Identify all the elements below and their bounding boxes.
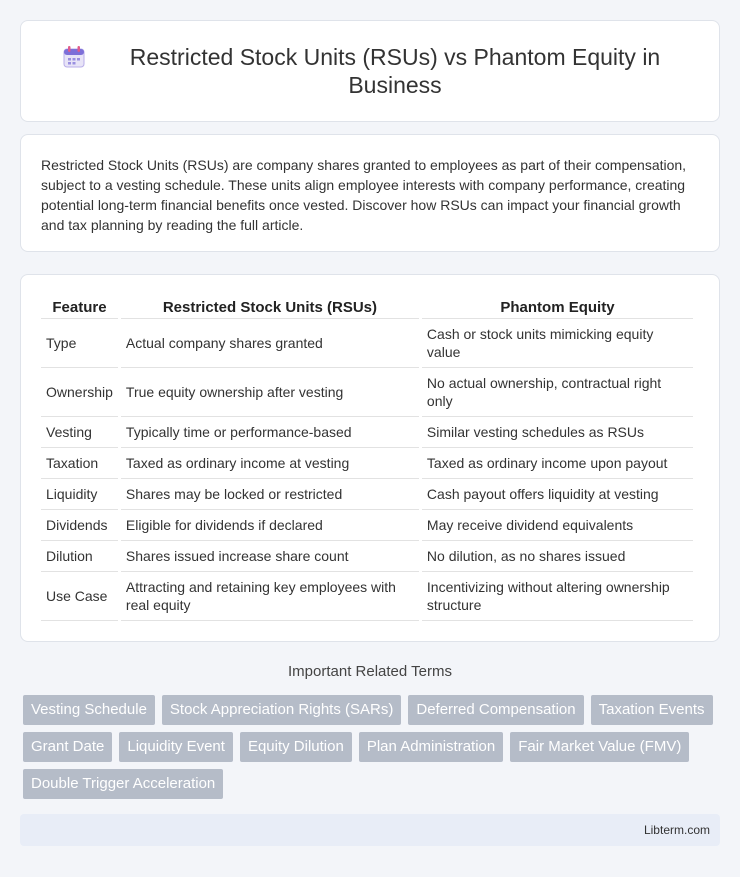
- table-cell-feature: Ownership: [41, 368, 118, 417]
- table-row: [41, 417, 693, 448]
- table-cell-phantom: Similar vesting schedules as RSUs: [422, 417, 693, 448]
- table-cell-feature: Taxation: [41, 448, 118, 479]
- related-terms-title: Important Related Terms: [288, 663, 452, 680]
- table-cell-rsu: Actual company shares granted: [121, 319, 419, 368]
- column-header-rsu: Restricted Stock Units (RSUs): [121, 293, 419, 319]
- table-cell-feature: Vesting: [41, 417, 118, 448]
- table-cell-rsu: Attracting and retaining key employees with real equity: [121, 572, 419, 621]
- calendar-icon: [61, 44, 87, 70]
- table-row: [41, 541, 693, 572]
- intro-text: Restricted Stock Units (RSUs) are company shares granted to employees as part of their compensation, subject to a vesting schedule. These units align employee interests with company performance, creating potential long-term financial benefits once vested. Discover how RSUs can impact your financial growth and tax planning by reading the full article.: [41, 157, 687, 233]
- table-cell-feature: Type: [41, 319, 118, 368]
- table-cell-feature: Use Case: [41, 572, 118, 621]
- table-cell-phantom: Cash payout offers liquidity at vesting: [422, 479, 693, 510]
- footer: [20, 814, 720, 846]
- table-cell-phantom: May receive dividend equivalents: [422, 510, 693, 541]
- table-cell-phantom: Incentivizing without altering ownership structure: [422, 572, 693, 621]
- page-title: Restricted Stock Units (RSUs) vs Phantom Equity in Business: [129, 44, 661, 98]
- table-cell-rsu: Shares issued increase share count: [121, 541, 419, 572]
- column-header-phantom: Phantom Equity: [422, 293, 693, 319]
- tag-vesting-schedule[interactable]: Vesting Schedule: [23, 695, 155, 725]
- table-row: [41, 572, 693, 621]
- table-cell-phantom: No dilution, as no shares issued: [422, 541, 693, 572]
- tag-stock-appreciation-rights[interactable]: Stock Appreciation Rights (SARs): [162, 695, 401, 725]
- table-cell-feature: Dilution: [41, 541, 118, 572]
- table-cell-rsu: Eligible for dividends if declared: [121, 510, 419, 541]
- tag-taxation-events[interactable]: Taxation Events: [591, 695, 713, 725]
- table-cell-feature: Dividends: [41, 510, 118, 541]
- table-row: [41, 479, 693, 510]
- table-header-row: [41, 293, 693, 319]
- header-inner: [21, 21, 719, 121]
- column-header-feature: Feature: [41, 293, 118, 319]
- table-row: [41, 319, 693, 368]
- header-card: [20, 20, 720, 122]
- tag-fair-market-value[interactable]: Fair Market Value (FMV): [510, 732, 689, 762]
- table-row: [41, 448, 693, 479]
- table-cell-rsu: True equity ownership after vesting: [121, 368, 419, 417]
- table-cell-phantom: Cash or stock units mimicking equity value: [422, 319, 693, 368]
- footer-brand-link[interactable]: Libterm.com: [643, 823, 710, 837]
- intro-card: [20, 134, 720, 252]
- table-row: [41, 368, 693, 417]
- table-cell-rsu: Taxed as ordinary income at vesting: [121, 448, 419, 479]
- comparison-card: [20, 274, 720, 642]
- comparison-table: [38, 293, 696, 621]
- tag-double-trigger-acceleration[interactable]: Double Trigger Acceleration: [23, 769, 223, 799]
- tag-liquidity-event[interactable]: Liquidity Event: [119, 732, 233, 762]
- table-cell-rsu: Typically time or performance-based: [121, 417, 419, 448]
- related-terms-list: [23, 695, 723, 806]
- tag-plan-administration[interactable]: Plan Administration: [359, 732, 503, 762]
- table-row: [41, 510, 693, 541]
- table-cell-phantom: No actual ownership, contractual right only: [422, 368, 693, 417]
- tag-equity-dilution[interactable]: Equity Dilution: [240, 732, 352, 762]
- tag-grant-date[interactable]: Grant Date: [23, 732, 112, 762]
- table-cell-phantom: Taxed as ordinary income upon payout: [422, 448, 693, 479]
- tag-deferred-compensation[interactable]: Deferred Compensation: [408, 695, 583, 725]
- table-cell-rsu: Shares may be locked or restricted: [121, 479, 419, 510]
- table-cell-feature: Liquidity: [41, 479, 118, 510]
